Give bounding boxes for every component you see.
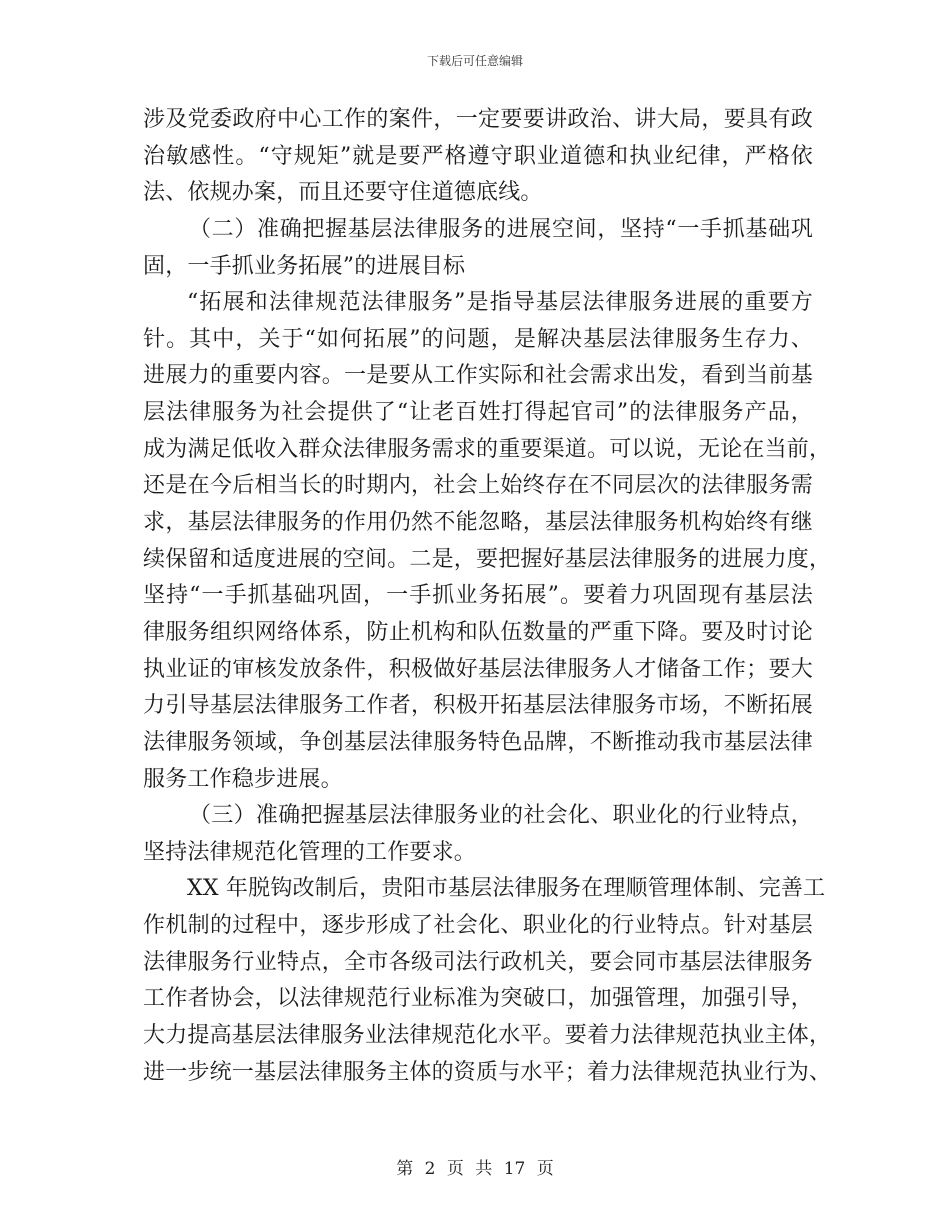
body-line: 层法律服务为社会提供了“让老百姓打得起官司”的法律服务产品， [143, 400, 813, 426]
body-line: 法、依规办案，而且还要守住道德底线。 [143, 180, 543, 206]
section-heading-line: 固，一手抓业务拓展”的进展目标 [143, 253, 466, 279]
body-line: 律服务组织网络体系，防止机构和队伍数量的严重下降。要及时讨论 [143, 619, 813, 645]
body-line: 进展力的重要内容。一是要从工作实际和社会需求出发，看到当前基 [143, 363, 813, 389]
page-number-footer: 第 2 页 共 17 页 [396, 1159, 554, 1179]
body-line: “拓展和法律规范法律服务”是指导基层法律服务进展的重要方 [187, 290, 813, 316]
body-line: 执业证的审核发放条件，积极做好基层法律服务人才储备工作；要大 [143, 656, 813, 682]
body-line: 坚持“一手抓基础巩固，一手抓业务拓展”。要着力巩固现有基层法 [143, 583, 813, 609]
body-line: 大力提高基层法律服务业法律规范化水平。要着力法律规范执业主体， [143, 1023, 832, 1049]
body-line: 成为满足低收入群众法律服务需求的重要渠道。可以说，无论在当前， [143, 436, 832, 462]
page-header: 下载后可任意编辑 [426, 54, 523, 68]
body-line: 进一步统一基层法律服务主体的资质与水平；着力法律规范执业行为、 [143, 1059, 832, 1085]
body-line: 工作者协会，以法律规范行业标准为突破口，加强管理，加强引导， [143, 986, 813, 1012]
body-line: 作机制的过程中，逐步形成了社会化、职业化的行业特点。针对基层 [143, 913, 813, 939]
body-line: 治敏感性。“守规矩”就是要严格遵守职业道德和执业纪律，严格依 [143, 143, 813, 169]
body-line: 涉及党委政府中心工作的案件，一定要要讲政治、讲大局，要具有政 [143, 107, 813, 132]
body-line: 求，基层法律服务的作用仍然不能忽略，基层法律服务机构始终有继 [143, 510, 813, 536]
body-line: 法律服务行业特点，全市各级司法行政机关，要会同市基层法律服务 [143, 949, 813, 975]
section-heading-line: （二）准确把握基层法律服务的进展空间，坚持“一手抓基础巩 [189, 216, 813, 242]
document-body [143, 102, 832, 1091]
section-heading-line: （三）准确把握基层法律服务业的社会化、职业化的行业特点， [189, 803, 813, 829]
body-line: 还是在今后相当长的时期内，社会上始终存在不同层次的法律服务需 [143, 473, 813, 499]
body-line: 力引导基层法律服务工作者，积极开拓基层法律服务市场，不断拓展 [143, 693, 813, 719]
body-line: XX 年脱钩改制后，贵阳市基层法律服务在理顺管理体制、完善工 [187, 876, 826, 902]
body-line: 法律服务领域，争创基层法律服务特色品牌，不断推动我市基层法律 [143, 729, 813, 755]
body-line: 针。其中，关于“如何拓展”的问题，是解决基层法律服务生存力、 [143, 326, 813, 352]
section-heading-line: 坚持法律规范化管理的工作要求。 [143, 839, 477, 865]
body-line: 服务工作稳步进展。 [143, 766, 343, 792]
body-line: 续保留和适度进展的空间。二是，要把握好基层法律服务的进展力度， [143, 546, 832, 572]
